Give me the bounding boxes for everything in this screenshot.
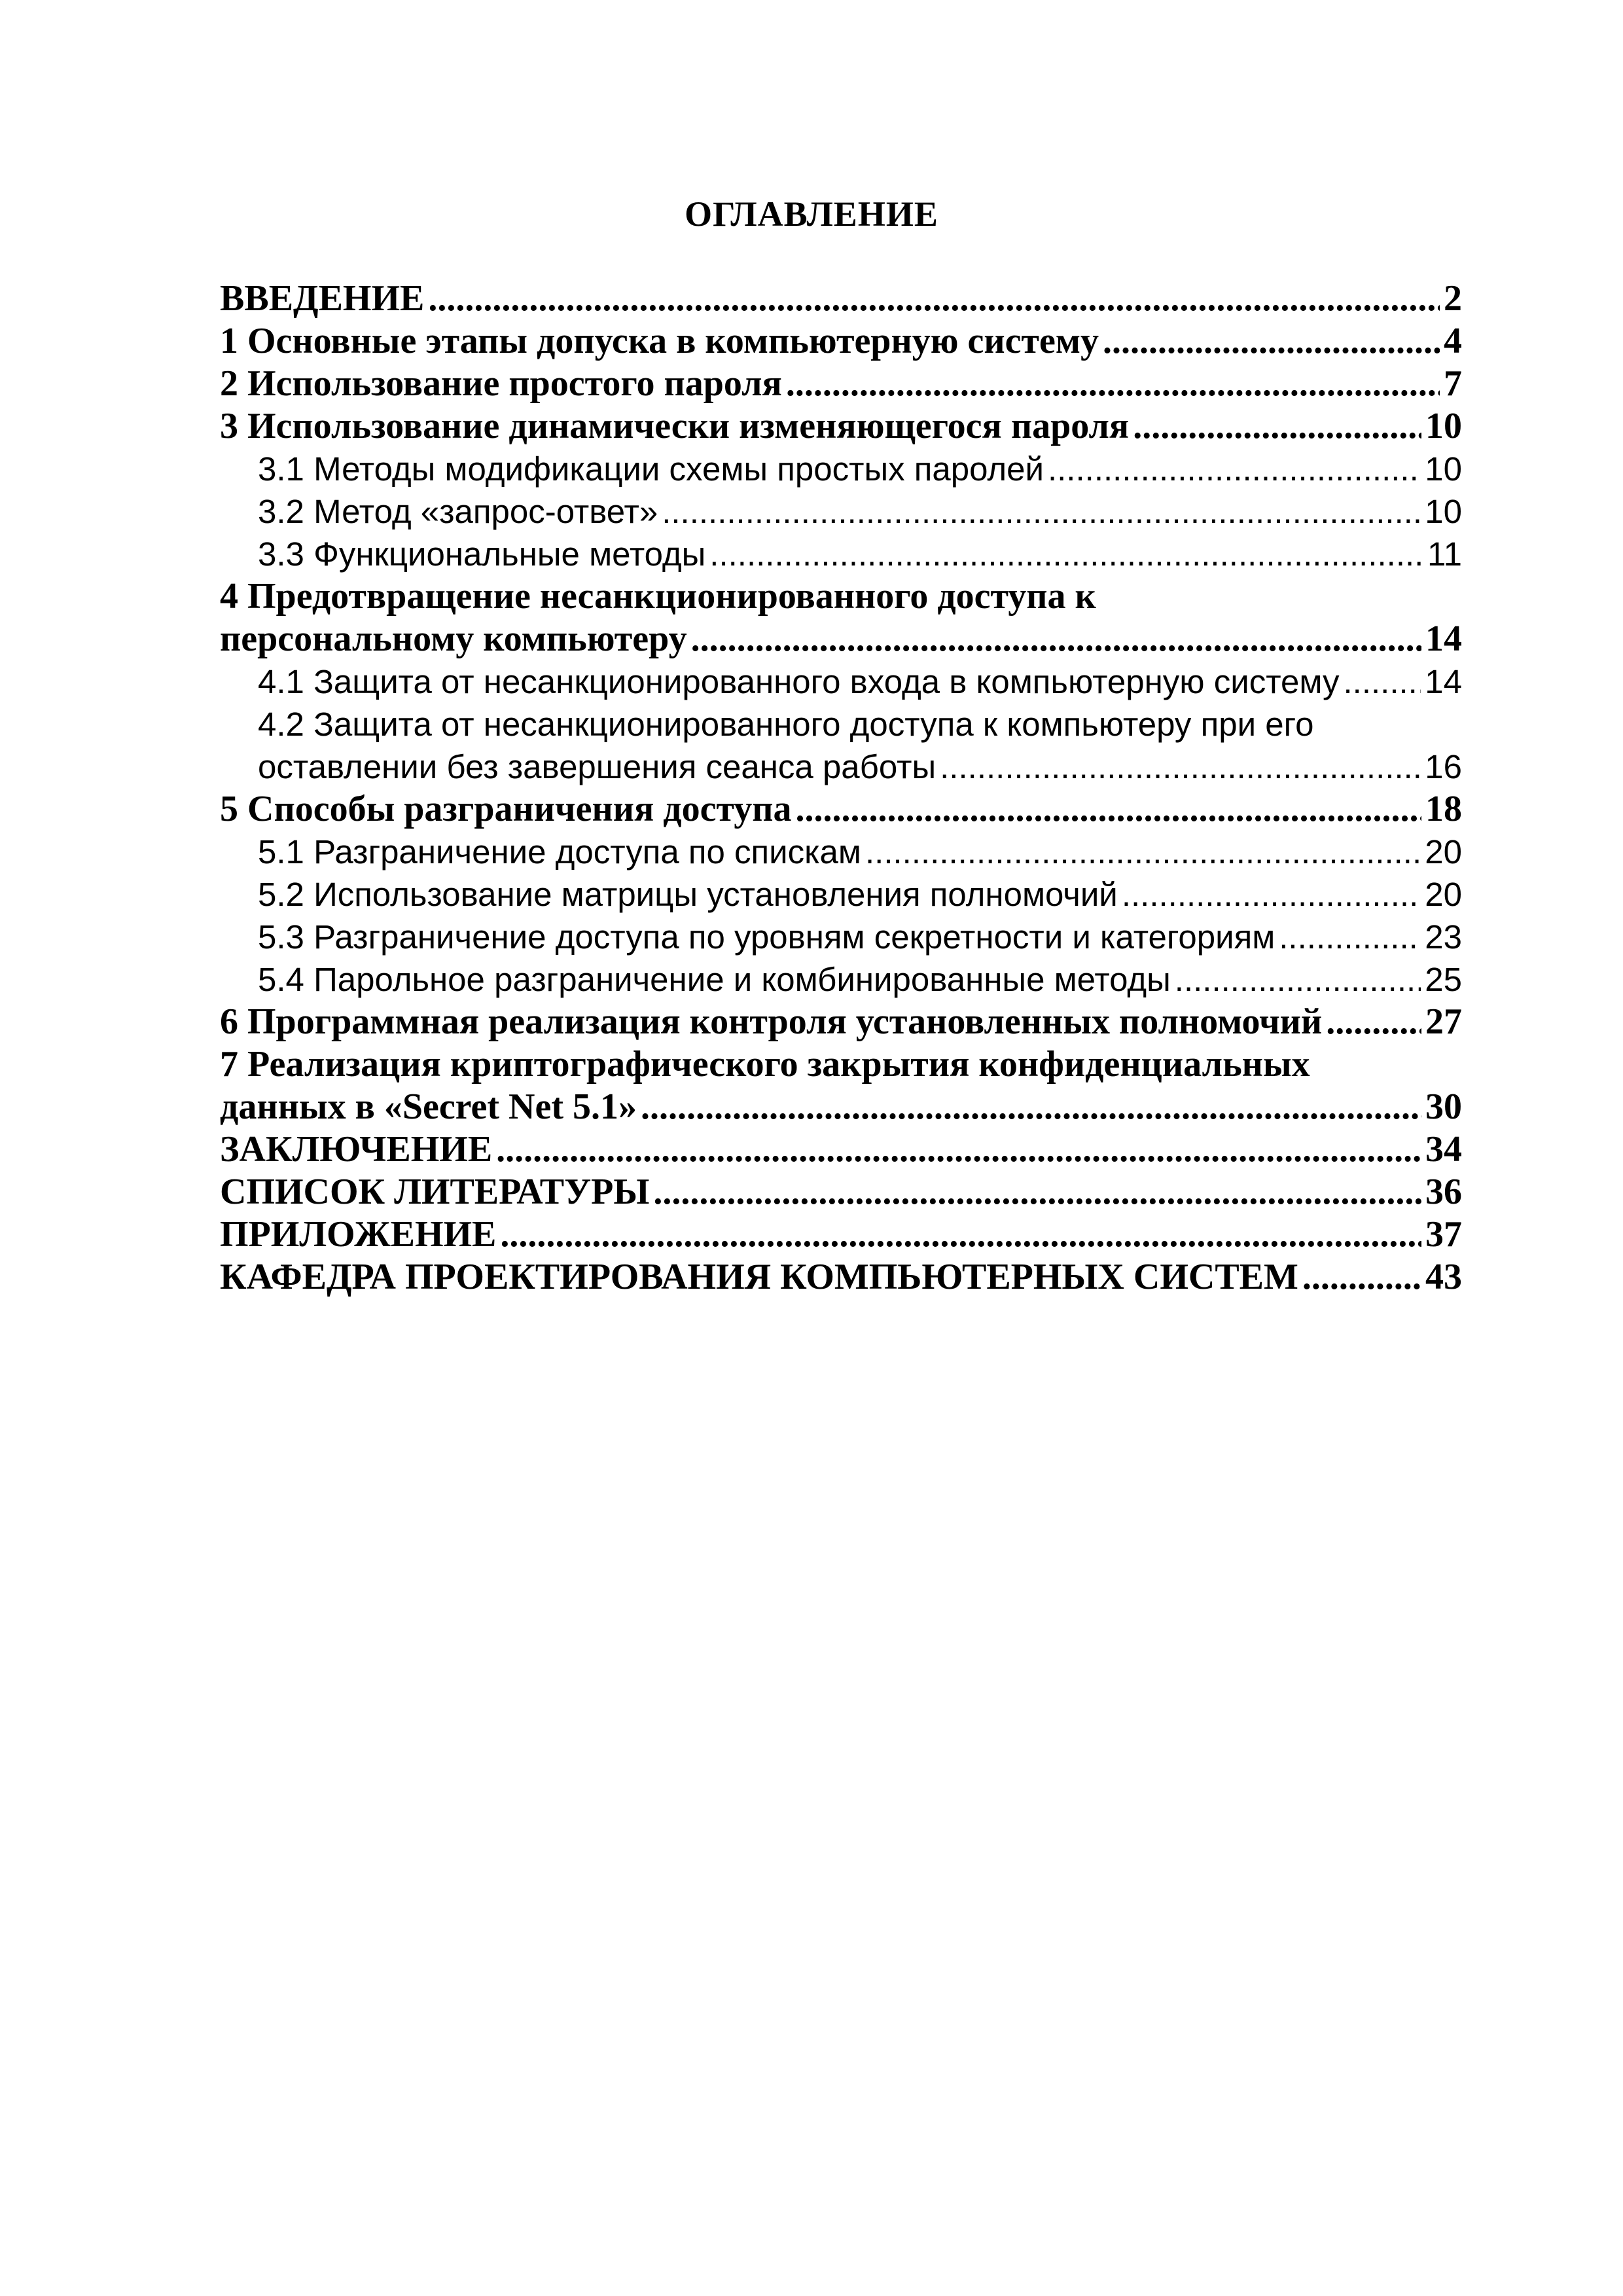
toc-entry-title: 5 Способы разграничения доступа (220, 789, 792, 829)
toc-entry-title: КАФЕДРА ПРОЕКТИРОВАНИЯ КОМПЬЮТЕРНЫХ СИСТЕМ (220, 1257, 1298, 1297)
toc-page-number: 11 (1427, 535, 1462, 573)
toc-entry-line (220, 788, 1462, 831)
toc-entry-title: ПРИЛОЖЕНИЕ (220, 1214, 497, 1255)
toc-page-number: 18 (1425, 789, 1462, 829)
toc-section-entry[interactable] (220, 575, 1462, 660)
toc-section-entry[interactable] (220, 1001, 1462, 1043)
toc-dot-leader (1048, 448, 1421, 490)
toc-entry-line (258, 958, 1462, 1001)
toc-entry-title: 2 Использование простого пароля (220, 363, 782, 404)
toc-entry-line (220, 1128, 1462, 1171)
toc-entry-line (220, 575, 1462, 618)
toc-dot-leader (428, 278, 1440, 320)
toc-dot-leader (641, 1086, 1421, 1128)
toc-entry-line (258, 490, 1462, 533)
toc-entry-line (258, 448, 1462, 490)
toc-subsection-entry[interactable] (220, 490, 1462, 533)
toc-dot-leader (662, 490, 1421, 533)
toc-entry-title: СПИСОК ЛИТЕРАТУРЫ (220, 1172, 650, 1212)
toc-entry-line (258, 831, 1462, 873)
toc-page-number: 10 (1425, 406, 1462, 446)
toc-dot-leader (1302, 1256, 1421, 1299)
toc-entry-title: 3 Использование динамически изменяющегося пароля (220, 406, 1130, 446)
toc-page-number: 14 (1425, 619, 1462, 659)
toc-entry-line (220, 618, 1462, 660)
toc-entry-line (220, 320, 1462, 363)
toc-dot-leader (865, 831, 1421, 873)
toc-dot-leader (1175, 958, 1421, 1001)
toc-dot-leader (786, 363, 1440, 405)
toc-dot-leader (653, 1171, 1421, 1213)
toc-page-number: 20 (1425, 876, 1462, 913)
toc-section-entry[interactable] (220, 1171, 1462, 1213)
toc-entry-title: 4.1 Защита от несанкционированного входа в компьютерную систему (258, 663, 1340, 700)
toc-page-number: 7 (1444, 363, 1462, 404)
toc-subsection-entry[interactable] (220, 831, 1462, 873)
toc-dot-leader (500, 1213, 1421, 1256)
toc-section-entry[interactable] (220, 1043, 1462, 1128)
toc-dot-leader (496, 1128, 1421, 1171)
toc-page-number: 36 (1425, 1172, 1462, 1212)
toc-entry-title: 7 Реализация криптографического закрытия конфиденциальных (220, 1044, 1310, 1085)
toc-dot-leader (1279, 916, 1421, 958)
toc-dot-leader (940, 745, 1421, 788)
toc-page-number: 25 (1425, 961, 1462, 998)
toc-entry-line (258, 533, 1462, 575)
toc-section-entry[interactable] (220, 1213, 1462, 1256)
toc-entry-line (220, 1256, 1462, 1299)
toc-page-number: 20 (1425, 833, 1462, 870)
toc-entry-line (220, 1213, 1462, 1256)
toc-page-number: 10 (1425, 450, 1462, 488)
toc-page-number: 10 (1425, 493, 1462, 530)
toc-dot-leader (709, 533, 1423, 575)
toc-entry-title: 5.2 Использование матрицы установления полномочий (258, 876, 1118, 913)
toc-entry-title: 6 Программная реализация контроля установленных полномочий (220, 1001, 1323, 1042)
toc-page-number: 30 (1425, 1086, 1462, 1127)
toc-entry-title: данных в «Secret Net 5.1» (220, 1086, 637, 1127)
toc-page-number: 23 (1425, 918, 1462, 956)
toc-section-entry[interactable] (220, 363, 1462, 405)
toc-entry-title: 5.4 Парольное разграничение и комбинированные методы (258, 961, 1171, 998)
page-title: ОГЛАВЛЕНИЕ (685, 194, 938, 234)
toc-page-number: 27 (1425, 1001, 1462, 1042)
toc-entry-title: 3.2 Метод «запрос-ответ» (258, 493, 658, 530)
toc-entry-title: 3.1 Методы модификации схемы простых паролей (258, 450, 1044, 488)
toc-entry-line (220, 1043, 1462, 1086)
toc-entry-title: персональному компьютеру (220, 619, 687, 659)
toc-page-number: 16 (1425, 748, 1462, 785)
toc-dot-leader (796, 788, 1421, 831)
toc-page-number: 37 (1425, 1214, 1462, 1255)
toc-section-entry[interactable] (220, 320, 1462, 363)
toc-entry-line (220, 278, 1462, 320)
toc-entry-title: 4 Предотвращение несанкционированного доступа к (220, 576, 1096, 617)
toc-page-number: 43 (1425, 1257, 1462, 1297)
toc-entry-title: 1 Основные этапы допуска в компьютерную систему (220, 321, 1099, 361)
toc-entry-title: ВВЕДЕНИЕ (220, 278, 425, 319)
table-of-contents (220, 278, 1462, 1299)
toc-entry-line (258, 873, 1462, 916)
toc-entry-line (258, 703, 1462, 745)
toc-section-entry[interactable] (220, 278, 1462, 320)
toc-subsection-entry[interactable] (220, 703, 1462, 788)
toc-page-number: 2 (1444, 278, 1462, 319)
toc-dot-leader (1133, 405, 1421, 448)
toc-entry-title: 5.3 Разграничение доступа по уровням секретности и категориям (258, 918, 1275, 956)
toc-section-entry[interactable] (220, 1256, 1462, 1299)
toc-entry-title: ЗАКЛЮЧЕНИЕ (220, 1129, 493, 1170)
toc-entry-line (220, 1171, 1462, 1213)
toc-entry-line (258, 916, 1462, 958)
toc-entry-title: 3.3 Функциональные методы (258, 535, 706, 573)
toc-entry-title: оставлении без завершения сеанса работы (258, 748, 936, 785)
toc-section-entry[interactable] (220, 788, 1462, 831)
toc-entry-line (220, 1001, 1462, 1043)
toc-dot-leader (1326, 1001, 1421, 1043)
toc-subsection-entry[interactable] (220, 448, 1462, 490)
toc-subsection-entry[interactable] (220, 660, 1462, 703)
toc-entry-line (220, 363, 1462, 405)
toc-subsection-entry[interactable] (220, 873, 1462, 916)
toc-section-entry[interactable] (220, 405, 1462, 448)
toc-dot-leader (1103, 320, 1440, 363)
toc-dot-leader (691, 618, 1421, 660)
toc-page-number: 34 (1425, 1129, 1462, 1170)
toc-subsection-entry[interactable] (220, 916, 1462, 958)
toc-entry-line (220, 405, 1462, 448)
toc-section-entry[interactable] (220, 1128, 1462, 1171)
toc-dot-leader (1122, 873, 1421, 916)
toc-page-number: 4 (1444, 321, 1462, 361)
toc-entry-line (258, 660, 1462, 703)
toc-entry-line (220, 1086, 1462, 1128)
toc-subsection-entry[interactable] (220, 958, 1462, 1001)
toc-entry-title: 4.2 Защита от несанкционированного доступа к компьютеру при его (258, 706, 1314, 743)
toc-entry-title: 5.1 Разграничение доступа по спискам (258, 833, 861, 870)
toc-entry-line (258, 745, 1462, 788)
toc-page-number: 14 (1425, 663, 1462, 700)
toc-subsection-entry[interactable] (220, 533, 1462, 575)
toc-dot-leader (1344, 660, 1421, 703)
